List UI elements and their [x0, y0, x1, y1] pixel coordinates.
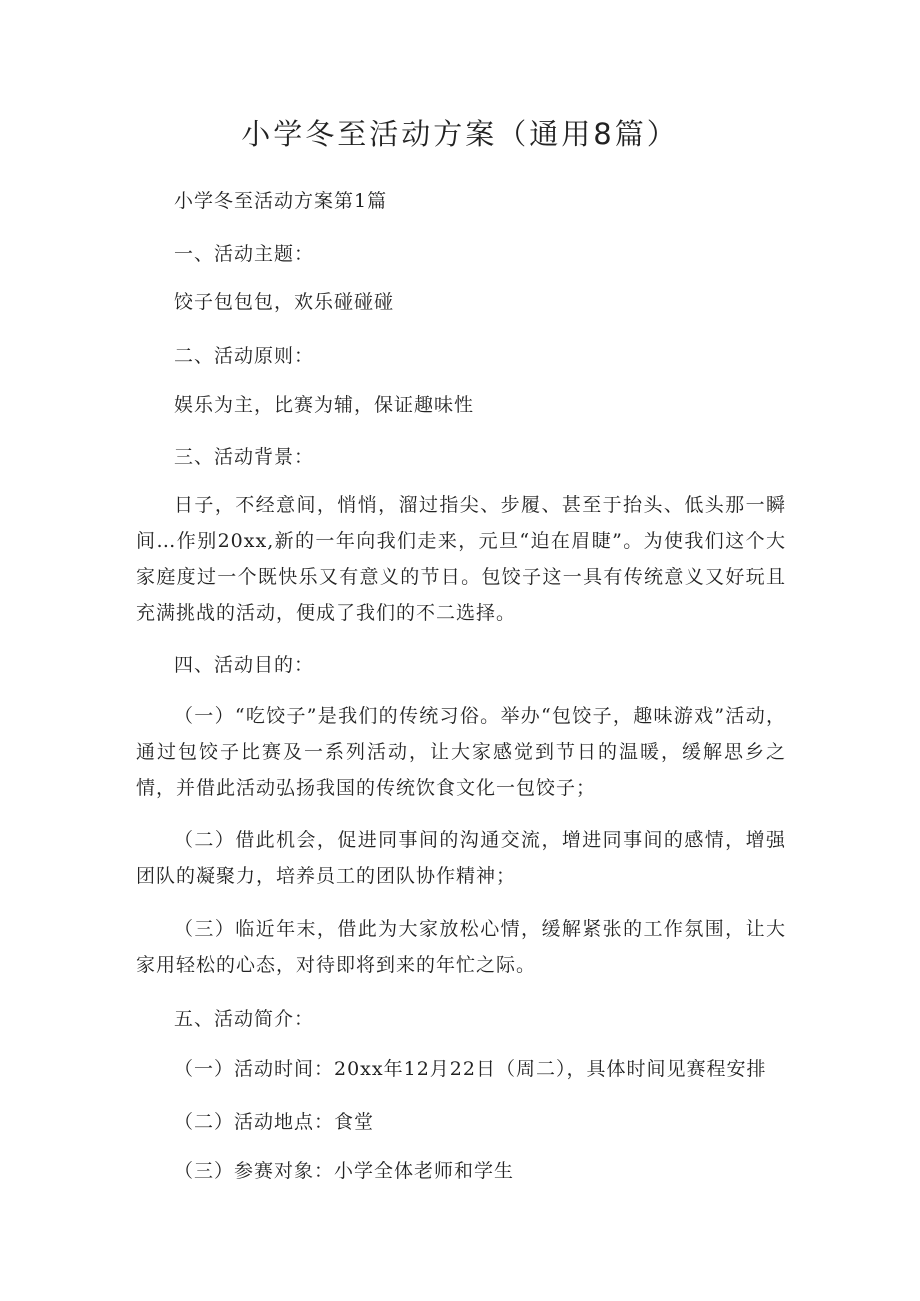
- paragraph-purpose-3: （三）临近年末，借此为大家放松心情，缓解紧张的工作氛围，让大家用轻松的心态，对待即将到来的年忙之际。: [136, 918, 786, 976]
- heading-activity-purpose: 四、活动目的：: [174, 654, 315, 676]
- document-title: 小学冬至活动方案（通用8篇）: [241, 117, 679, 151]
- paragraph-activity-principle: 娱乐为主，比赛为辅，保证趣味性: [174, 394, 475, 416]
- heading-activity-principle: 二、活动原则：: [174, 345, 315, 367]
- section-heading-article-1: 小学冬至活动方案第1篇: [174, 190, 388, 212]
- paragraph-activity-background: 日子，不经意间，悄悄，溜过指尖、步履、甚至于抬头、低头那一瞬间…作别20xx,新的一年向我们走来，元旦“迫在眉睫”。为使我们这个大家庭度过一个既快乐又有意义的节日。包饺子这一具有传统意义又好玩且充满挑战的活动，便成了我们的不二选择。: [136, 494, 786, 624]
- paragraph-activity-theme: 饺子包包包，欢乐碰碰碰: [174, 291, 395, 313]
- paragraph-purpose-2: （二）借此机会，促进同事间的沟通交流，增进同事间的感情，增强团队的凝聚力，培养员工的团队协作精神；: [136, 829, 786, 887]
- heading-activity-background: 三、活动背景：: [174, 446, 315, 468]
- paragraph-activity-time: （一）活动时间：20xx年12月22日（周二），具体时间见赛程安排: [174, 1058, 767, 1080]
- heading-activity-overview: 五、活动简介：: [174, 1008, 315, 1030]
- paragraph-participants: （三）参赛对象：小学全体老师和学生: [174, 1160, 515, 1182]
- heading-activity-theme: 一、活动主题：: [174, 243, 315, 265]
- paragraph-activity-location: （二）活动地点：食堂: [174, 1111, 375, 1133]
- paragraph-purpose-1: （一）“吃饺子”是我们的传统习俗。举办“包饺子，趣味游戏”活动，通过包饺子比赛及一系列活动，让大家感觉到节日的温暖，缓解思乡之情，并借此活动弘扬我国的传统饮食文化一包饺子；: [136, 705, 786, 799]
